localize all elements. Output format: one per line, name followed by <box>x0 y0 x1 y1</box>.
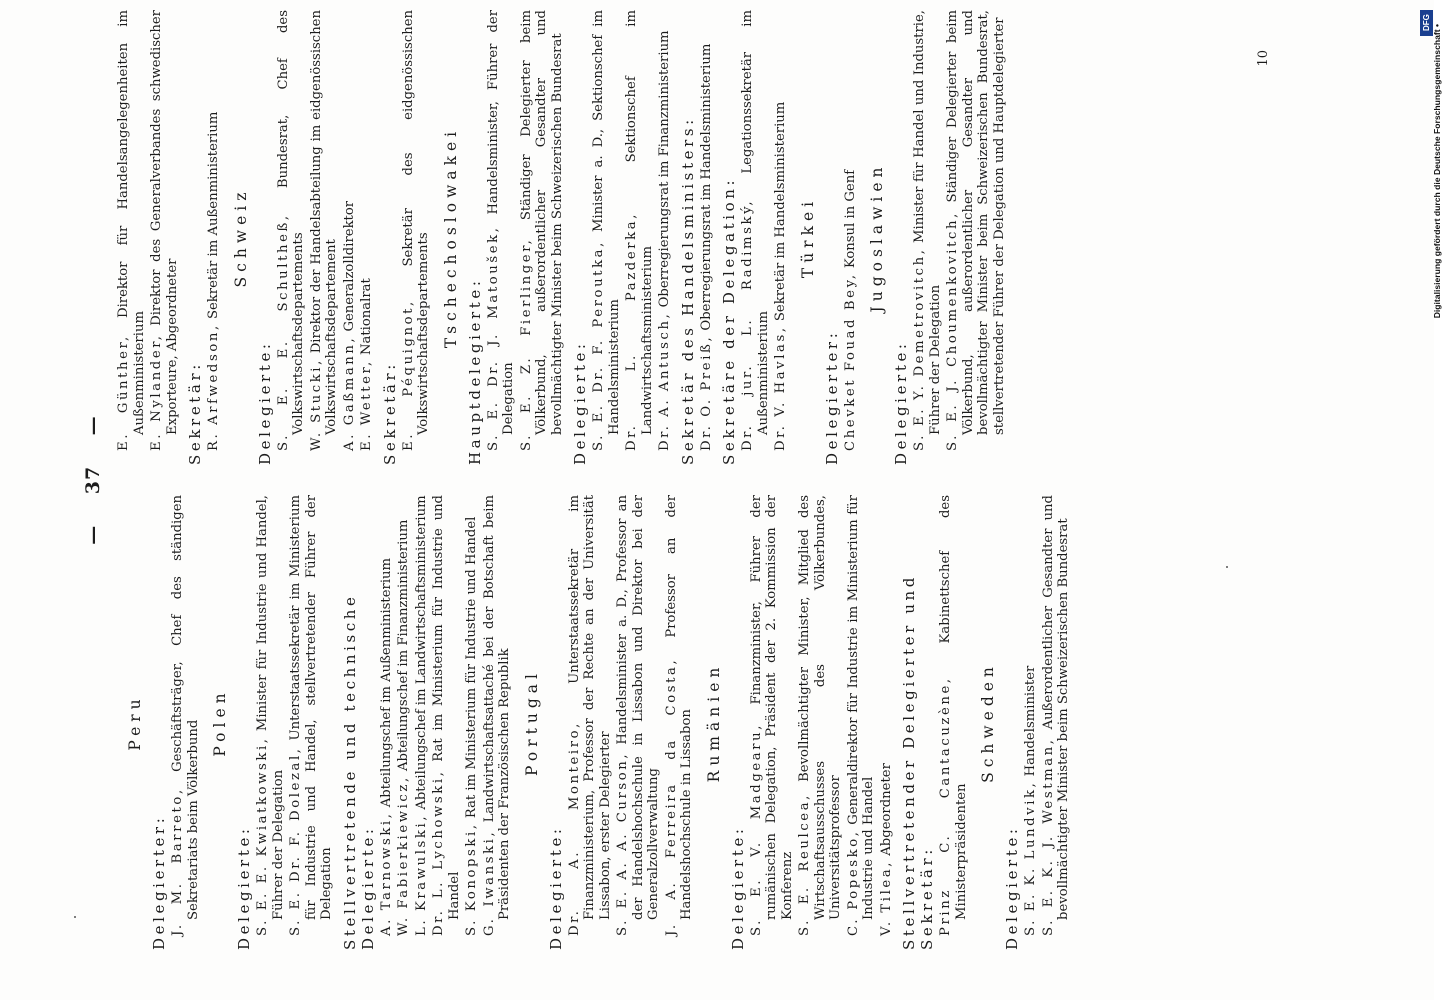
delegate-title: Handelsminister, Führer der Delegation <box>485 10 516 435</box>
delegate-name: S. E. E. Schultheß, <box>275 213 291 451</box>
delegate-entry <box>309 10 340 465</box>
delegate-entry <box>396 495 412 950</box>
scan-speck <box>74 916 76 918</box>
delegate-entry <box>431 495 462 950</box>
delegate-name: S. E. Reulcea, <box>797 793 812 936</box>
delegate-entry <box>657 10 673 465</box>
delegate-title: Bevollmächtigter Minister, Mitglied des Wirtschaftsausschusses des Völkerbundes, Universitätsprofessor <box>797 495 843 920</box>
delegate-name: Dr. A. Antusch, <box>657 311 672 451</box>
delegate-entry <box>342 10 358 465</box>
delegate-entry <box>773 10 789 465</box>
delegate-entry <box>255 495 286 950</box>
role-heading: Hauptdelegierte: <box>465 277 484 465</box>
delegate-entry <box>170 495 201 950</box>
delegate-entry <box>591 10 622 465</box>
role-heading: Stellvertretende und technische Delegierte: <box>340 593 377 950</box>
country-heading: Schweden <box>979 662 997 783</box>
delegate-name: E. Günther, <box>116 334 131 451</box>
delegate-name: S. E. V. Madgearu, <box>748 722 764 936</box>
role-heading: Delegierte: <box>546 825 565 950</box>
delegate-title: Minister a. D., Sektionschef im Handelsministerium <box>591 10 622 435</box>
delegate-entry <box>615 495 662 950</box>
role-heading: Delegierte: <box>728 825 747 950</box>
role-heading: Stellvertretender Delegierter und Sekretär: <box>900 574 936 950</box>
delegate-entry <box>664 495 695 950</box>
delegate-title: Sektionschef im Landwirtschaftsministerium <box>624 10 655 435</box>
delegate-name: V. Tilea, <box>878 859 894 936</box>
delegate-title: Bundesrat, Chef des Volkswirtschaftsdepartements <box>275 10 306 435</box>
delegate-title: Geschäftsträger, Chef des ständigen Sekretariats beim Völkerbund <box>170 495 201 920</box>
right-column <box>116 10 1316 465</box>
delegate-name: A. Tarnowski, <box>378 811 394 936</box>
delegate-entry <box>912 10 943 465</box>
role-heading: Sekretär: <box>186 361 204 465</box>
delegate-name: Dr. L. Pazderka, <box>624 211 639 451</box>
delegate-title: Sekretär im Außenministerium <box>206 111 221 324</box>
delegate-title: Oberregierungsrat im Handelsministerium <box>698 43 714 335</box>
delegate-name: S. E. Dr. F. Dolezal, <box>288 746 303 936</box>
delegate-title: Rat im Ministerium für Industrie und Handel <box>431 495 462 920</box>
role-heading: Delegierter: <box>822 329 841 465</box>
delegate-title: Abteilungschef im Finanzministerium <box>396 519 411 776</box>
delegate-title: Ständiger Delegierter beim Völkerbund, außerordentlicher Gesandter und bevollmächtigter Minister beim Schweizerischen Bundesrat, stellvertretender Führer der Delegation und Hauptdelegierter <box>945 10 1007 435</box>
delegate-title: Generalzolldirektor <box>341 200 357 336</box>
delegate-name: Dr. jur. L. Radimský, <box>740 198 755 451</box>
delegate-name: S. E. J. Choumenkovitch, <box>945 211 960 451</box>
delegate-entry <box>567 495 614 950</box>
delegate-entry <box>401 10 432 465</box>
delegate-entry <box>379 495 395 950</box>
delegate-entry <box>482 495 513 950</box>
delegate-title: Sekretär des eidgenössischen Volkswirtschaftsdepartements <box>400 10 431 435</box>
sheet-signature-mark: 10 <box>1256 50 1271 67</box>
role-heading: Delegierte: <box>1003 825 1021 950</box>
country-heading: Peru <box>126 694 144 751</box>
role-heading: Sekretär: <box>380 361 399 465</box>
delegate-title: Außerordentlicher Gesandter und bevollmächtigter Minister beim Schweizerischen Bundesrat <box>1040 495 1071 920</box>
delegate-title: Ständiger Delegierter beim Völkerbund, außerordentlicher Gesandter und bevollmächtigter Minister beim Schweizerischen Bundesrat <box>518 10 565 435</box>
role-heading: Sekretär des Handelsministers: <box>678 116 697 465</box>
delegate-name: J. M. Barreto, <box>170 787 185 936</box>
delegate-title: Handelsminister <box>1023 665 1038 781</box>
delegate-title: Legationssekretär im Außenministerium <box>740 9 771 435</box>
delegate-entry <box>149 10 180 465</box>
delegate-title: Kabinettschef des Ministerpräsidenten <box>938 495 969 920</box>
delegate-name: R. Arfwedson, <box>206 323 221 451</box>
delegate-name: Prinz C. Cantacuzène, <box>938 676 953 936</box>
delegate-name: Dr. L. Lychowski, <box>431 769 446 936</box>
delegate-title: Direktor des Generalverbandes schwedischer Exporteure, Abgeordneter <box>149 10 180 435</box>
delegate-entry <box>797 495 844 950</box>
delegate-title: Direktor für Handelsangelegenheiten im Außenministerium <box>116 10 147 435</box>
country-heading: Portugal <box>522 669 541 776</box>
delegate-entry <box>846 495 877 950</box>
role-heading: Delegierte: <box>571 340 589 465</box>
delegate-name: W. Fabierkiewicz, <box>396 775 411 936</box>
page-number-value: 37 <box>82 465 104 495</box>
delegate-title: Oberregierungsrat im Finanzministerium <box>657 30 672 312</box>
delegate-entry <box>624 10 655 465</box>
delegate-entry <box>486 10 517 465</box>
country-heading: Türkei <box>798 196 817 279</box>
delegate-entry <box>843 10 859 465</box>
delegate-name: S. E. Z. Fierlinger, <box>518 237 534 451</box>
delegate-entry <box>276 10 307 465</box>
delegate-name: C. Popesko, <box>845 829 861 936</box>
delegate-name: S. E. K. Lundvik, <box>1023 780 1038 936</box>
delegate-entry <box>206 10 222 465</box>
left-column <box>116 495 1316 950</box>
role-heading: Delegierte: <box>255 340 274 465</box>
delegate-name: S. E. A. A. Curson, <box>615 751 630 936</box>
dfg-watermark <box>1418 8 1442 992</box>
country-heading: Tschechoslowakei <box>441 126 460 349</box>
delegate-title: Sekretär im Handelsministerium <box>773 101 788 326</box>
delegate-entry <box>945 10 1007 465</box>
delegate-title: Abteilungschef im Außenministerium <box>378 557 394 812</box>
delegate-title: Direktor der Handelsabteilung im eidgenössischen Volkswirtschaftsdepartement <box>308 10 339 435</box>
delegate-entry <box>288 495 335 950</box>
delegate-title: Rat im Ministerium für Industrie und Handel <box>464 516 479 823</box>
page-number-dash-right: — <box>82 415 104 436</box>
delegate-entry <box>414 495 430 950</box>
delegate-entry <box>116 10 147 465</box>
delegate-name: Dr. O. Preiß, <box>698 334 714 451</box>
role-heading: Delegierte: <box>892 340 910 465</box>
delegate-name: E. Nylander, <box>149 333 164 451</box>
scan-speck <box>1226 566 1228 568</box>
delegate-name: J. A. Ferreira da Costa, <box>663 657 679 936</box>
delegate-entry <box>1041 495 1072 950</box>
delegate-name: E. Péquignot, <box>400 299 416 451</box>
country-heading: Jugoslawien <box>868 162 886 313</box>
delegate-title: Minister für Industrie und Handel, Führer der Delegation <box>255 495 286 920</box>
country-heading: Polen <box>211 688 229 757</box>
dfg-logo: DFG <box>1420 10 1433 36</box>
delegate-name: L. Krawulski, <box>413 813 429 936</box>
delegate-title: Abteilungschef im Landwirtschaftsministerium <box>413 495 429 814</box>
delegate-title: Nationalrat <box>359 278 374 360</box>
page-number-dash-left: — <box>82 524 104 545</box>
delegate-entry <box>359 10 375 465</box>
country-heading: Rumänien <box>704 662 723 783</box>
delegate-name: S. E. Dr. F. Peroutka, <box>591 240 606 451</box>
delegate-title: Abgeordneter <box>878 763 894 860</box>
role-heading: Delegierte: <box>235 825 253 950</box>
delegate-title: Professor an der Handelshochschule in Lissabon <box>663 495 694 920</box>
delegate-name: S. E. K. J. Westman, <box>1040 737 1056 936</box>
delegate-name: S. Konopski, <box>464 822 479 936</box>
delegate-entry <box>1023 495 1039 950</box>
page-number <box>82 10 104 950</box>
delegate-name: S. E. Dr. J. Matoušek, <box>485 225 501 451</box>
delegate-title: Konsul in Genf <box>842 169 858 273</box>
delegate-title: Landwirtschaftsattaché bei der Botschaft beim Präsidenten der Französischen Republik <box>481 495 512 920</box>
delegate-title: Handelsminister a. D., Professor an der Handelshochschule in Lissabon und Direktor bei der Generalzollverwaltung <box>615 494 661 920</box>
delegate-name: Dr. V. Havlas, <box>773 325 788 451</box>
delegate-title: Unterstaatssekretär im Finanzministerium, Professor der Rechte an der Universität Lissabon, erster Delegierter <box>566 494 613 920</box>
delegate-name: Chevket Fouad Bey, <box>842 272 858 451</box>
role-heading: Delegierter: <box>150 814 168 950</box>
delegate-name: A. Gaßmann, <box>341 335 357 451</box>
delegate-name: E. Wetter, <box>359 359 374 451</box>
delegate-name: S. E. Y. Demetrovitch, <box>912 247 927 451</box>
delegate-entry <box>699 10 715 465</box>
role-heading: Sekretäre der Delegation: <box>720 176 738 465</box>
delegate-entry <box>938 495 969 950</box>
delegate-name: Dr. A. Monteiro, <box>566 721 582 936</box>
delegate-title: Unterstaatssekretär im Ministerium für Industrie und Handel, stellvertretender Führer der Delegation <box>288 495 334 920</box>
delegate-entry <box>464 495 480 950</box>
delegate-entry <box>879 495 895 950</box>
delegate-entry <box>749 495 796 950</box>
delegate-name: S. E. E. Kwiatkowski, <box>255 736 270 936</box>
delegate-title: Minister für Handel und Industrie, Führer der Delegation <box>912 10 943 435</box>
delegate-title: Generaldirektor für Industrie im Ministerium für Industrie und Handel <box>845 495 876 920</box>
delegate-entry <box>519 10 566 465</box>
delegate-title: Finanzminister, Führer der rumänischen Delegation, Präsident der 2. Kommission der Konferenz <box>748 495 795 920</box>
watermark-text: Digitalisierung gefördert durch die Deutsche Forschungsgemeinschaft • <box>1432 24 1442 319</box>
delegate-entry <box>740 10 771 465</box>
delegate-name: G. Iwanski, <box>481 829 497 936</box>
rotated-print-area <box>80 10 1280 950</box>
delegate-name: W. Stucki, <box>308 358 324 451</box>
country-heading: Schweiz <box>231 187 250 288</box>
